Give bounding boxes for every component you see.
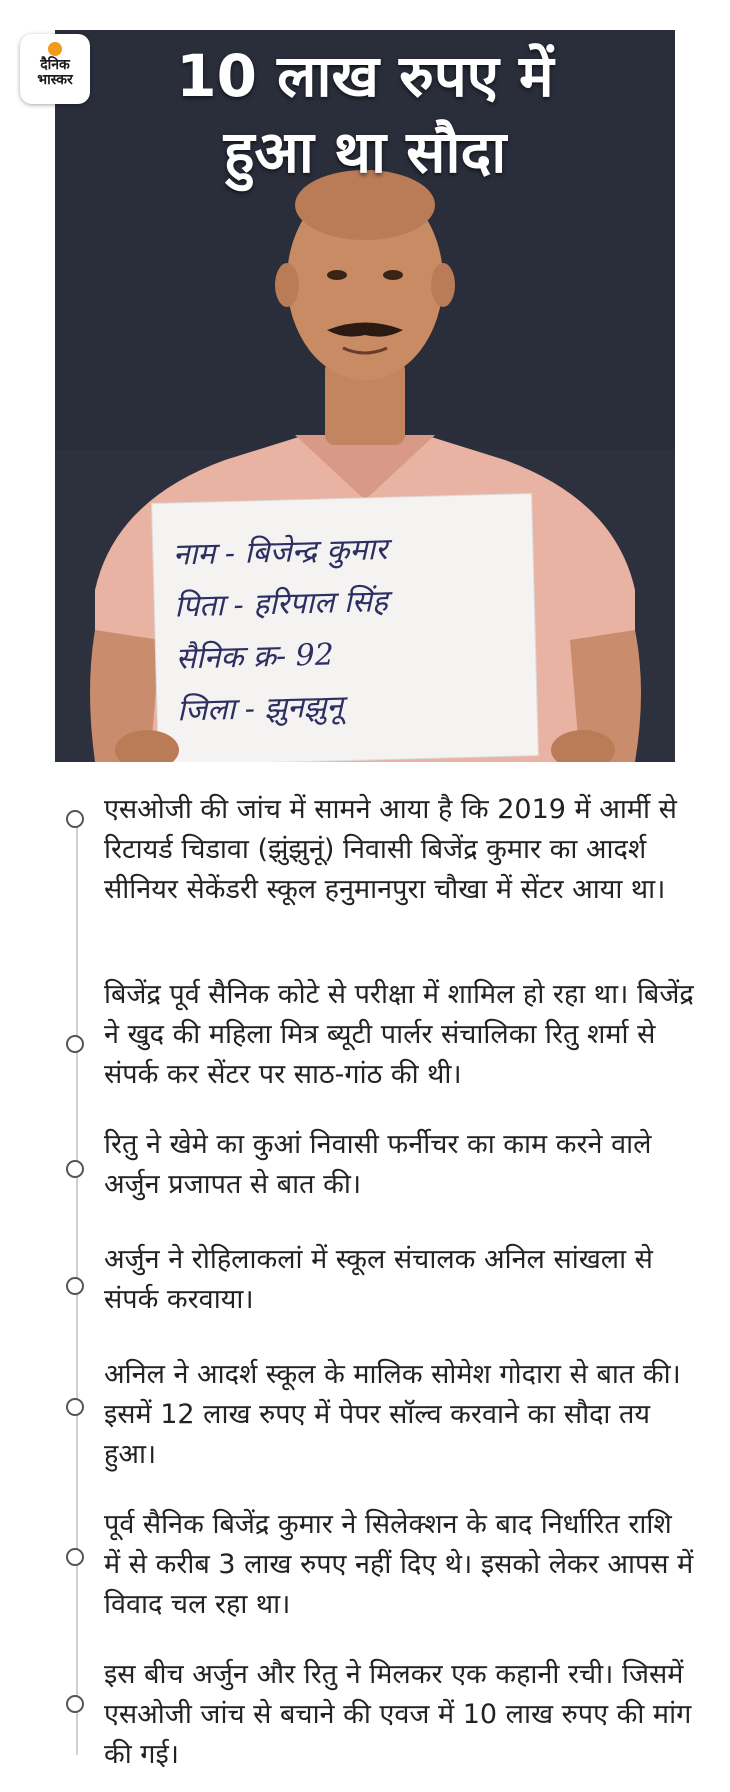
placard-line-father: पिता - हरिपाल सिंह [173,584,389,625]
placard-line-soldier-number: सैनिक क्र- 92 [175,637,335,677]
timeline-dot-icon [66,1695,84,1713]
placard-text [172,520,527,737]
timeline-item: पूर्व सैनिक बिजेंद्र कुमार ने सिलेक्शन के बाद निर्धारित राशि में से करीब 3 लाख रुपए नहीं दिए थे। इसको लेकर आपस में विवाद चल रहा था। [104,1509,694,1620]
logo-text [20,58,90,88]
timeline-item: एसओजी की जांच में सामने आया है कि 2019 में आर्मी से रिटायर्ड चिडावा (झुंझुनूं) निवासी बिजेंद्र कुमार का आदर्श सीनियर सेकेंडरी स्कूल हनुमानपुरा चौखा में सेंटर आया था। [104,794,677,905]
timeline-item: इस बीच अर्जुन और रितु ने मिलकर एक कहानी रची। जिसमें एसओजी जांच से बचाने की एवज में 10 लाख रुपए की मांग की गई। [104,1659,692,1770]
timeline-dot-icon [66,810,84,828]
timeline-dot-icon [66,1035,84,1053]
headline-line-1: 10 लाख रुपए में [176,42,554,110]
dainik-bhaskar-logo [20,34,90,104]
timeline-item: बिजेंद्र पूर्व सैनिक कोटे से परीक्षा में शामिल हो रहा था। बिजेंद्र ने खुद की महिला मित्र ब्यूटी पार्लर संचालिका रितु शर्मा से संपर्क कर सेंटर पर साठ-गांठ की थी। [104,979,694,1090]
headline-line-2: हुआ था सौदा [223,118,507,186]
timeline-dot-icon [66,1548,84,1566]
timeline-dot-icon [66,1160,84,1178]
timeline-item: अनिल ने आदर्श स्कूल के मालिक सोमेश गोदारा से बात की। इसमें 12 लाख रुपए में पेपर सॉल्व करवाने का सौदा तय हुआ। [104,1359,681,1470]
timeline-dot-icon [66,1398,84,1416]
timeline [0,780,730,1780]
timeline-item: अर्जुन ने रोहिलाकलां में स्कूल संचालक अनिल सांखला से संपर्क करवाया। [104,1244,653,1315]
logo-line-2: भास्कर [37,72,73,88]
timeline-dot-icon [66,1277,84,1295]
placard-line-name: नाम - बिजेन्द्र कुमार [172,531,388,573]
timeline-item: रितु ने खेमे का कुआं निवासी फर्नीचर का काम करने वाले अर्जुन प्रजापत से बात की। [104,1129,652,1200]
sun-icon [48,42,62,56]
headline [55,38,675,190]
placard-line-district: जिला - झुनझुनू [176,689,344,729]
logo-line-1: दैनिक [40,57,70,73]
